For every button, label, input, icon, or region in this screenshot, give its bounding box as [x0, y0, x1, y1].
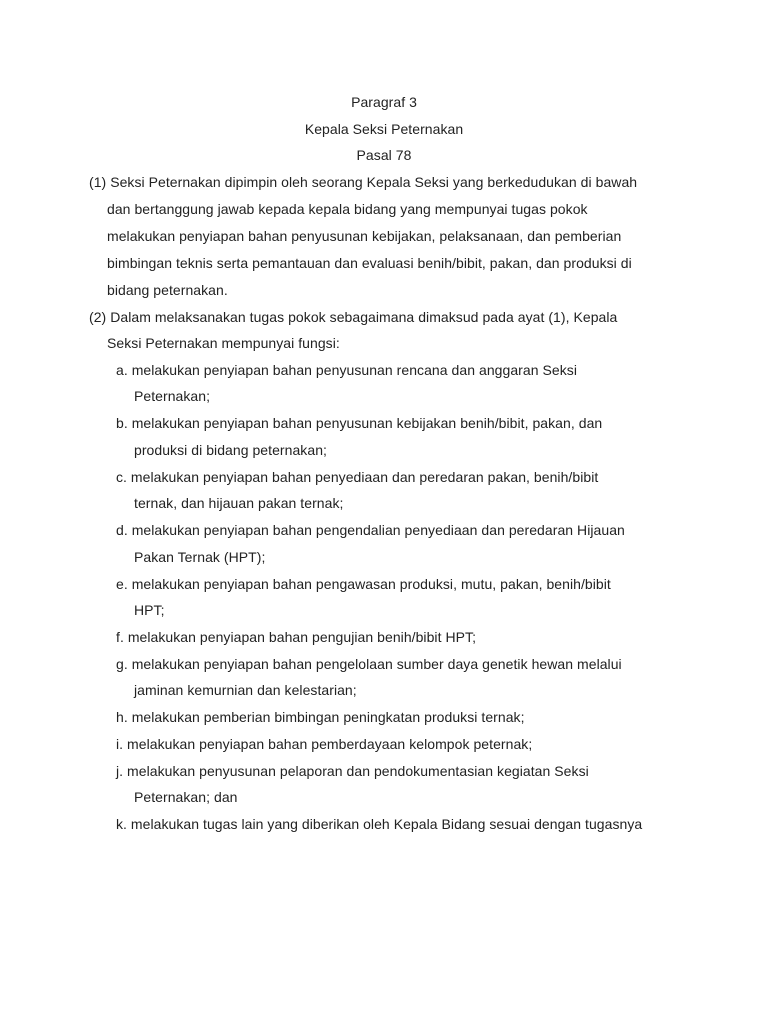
list-item-line: jaminan kemurnian dan kelestarian; — [134, 682, 357, 698]
clause-1-line: melakukan penyiapan bahan penyusunan kebijakan, pelaksanaan, dan pemberian — [107, 228, 622, 244]
list-item-line: g. melakukan penyiapan bahan pengelolaan sumber daya genetik hewan melalui — [116, 656, 622, 672]
list-item-line: i. melakukan penyiapan bahan pemberdayaan kelompok peternak; — [116, 736, 533, 752]
clause-1-line: bimbingan teknis serta pemantauan dan evaluasi benih/bibit, pakan, dan produksi di — [107, 255, 632, 271]
clause-2-line: (2) Dalam melaksanakan tugas pokok sebagaimana dimaksud pada ayat (1), Kepala — [89, 309, 618, 325]
clause-2-line: Seksi Peternakan mempunyai fungsi: — [107, 335, 340, 351]
list-item-line: b. melakukan penyiapan bahan penyusunan kebijakan benih/bibit, pakan, dan — [116, 415, 603, 431]
list-item-line: k. melakukan tugas lain yang diberikan oleh Kepala Bidang sesuai dengan tugasnya — [116, 816, 643, 832]
paragraph-heading: Paragraf 3 — [351, 94, 417, 110]
list-item-line: Peternakan; dan — [134, 789, 238, 805]
article-heading: Pasal 78 — [356, 147, 412, 163]
list-item-line: e. melakukan penyiapan bahan pengawasan produksi, mutu, pakan, benih/bibit — [116, 576, 611, 592]
clause-1-line: (1) Seksi Peternakan dipimpin oleh seorang Kepala Seksi yang berkedudukan di bawah — [89, 174, 638, 190]
list-item-line: c. melakukan penyiapan bahan penyediaan dan peredaran pakan, benih/bibit — [116, 469, 599, 485]
list-item-line: Pakan Ternak (HPT); — [134, 549, 266, 565]
list-item-line: a. melakukan penyiapan bahan penyusunan rencana dan anggaran Seksi — [116, 362, 577, 378]
clause-1-line: dan bertanggung jawab kepada kepala bidang yang mempunyai tugas pokok — [107, 201, 588, 217]
list-item-line: j. melakukan penyusunan pelaporan dan pendokumentasian kegiatan Seksi — [116, 763, 589, 779]
list-item-line: f. melakukan penyiapan bahan pengujian benih/bibit HPT; — [116, 629, 477, 645]
list-item-line: Peternakan; — [134, 388, 211, 404]
list-item-line: HPT; — [134, 602, 165, 618]
section-title: Kepala Seksi Peternakan — [304, 121, 464, 137]
list-item-line: d. melakukan penyiapan bahan pengendalian penyediaan dan peredaran Hijauan — [116, 522, 625, 538]
list-item-line: h. melakukan pemberian bimbingan peningkatan produksi ternak; — [116, 709, 525, 725]
list-item-line: produksi di bidang peternakan; — [134, 442, 327, 458]
list-item-line: ternak, dan hijauan pakan ternak; — [134, 495, 344, 511]
clause-1-line: bidang peternakan. — [107, 282, 228, 298]
